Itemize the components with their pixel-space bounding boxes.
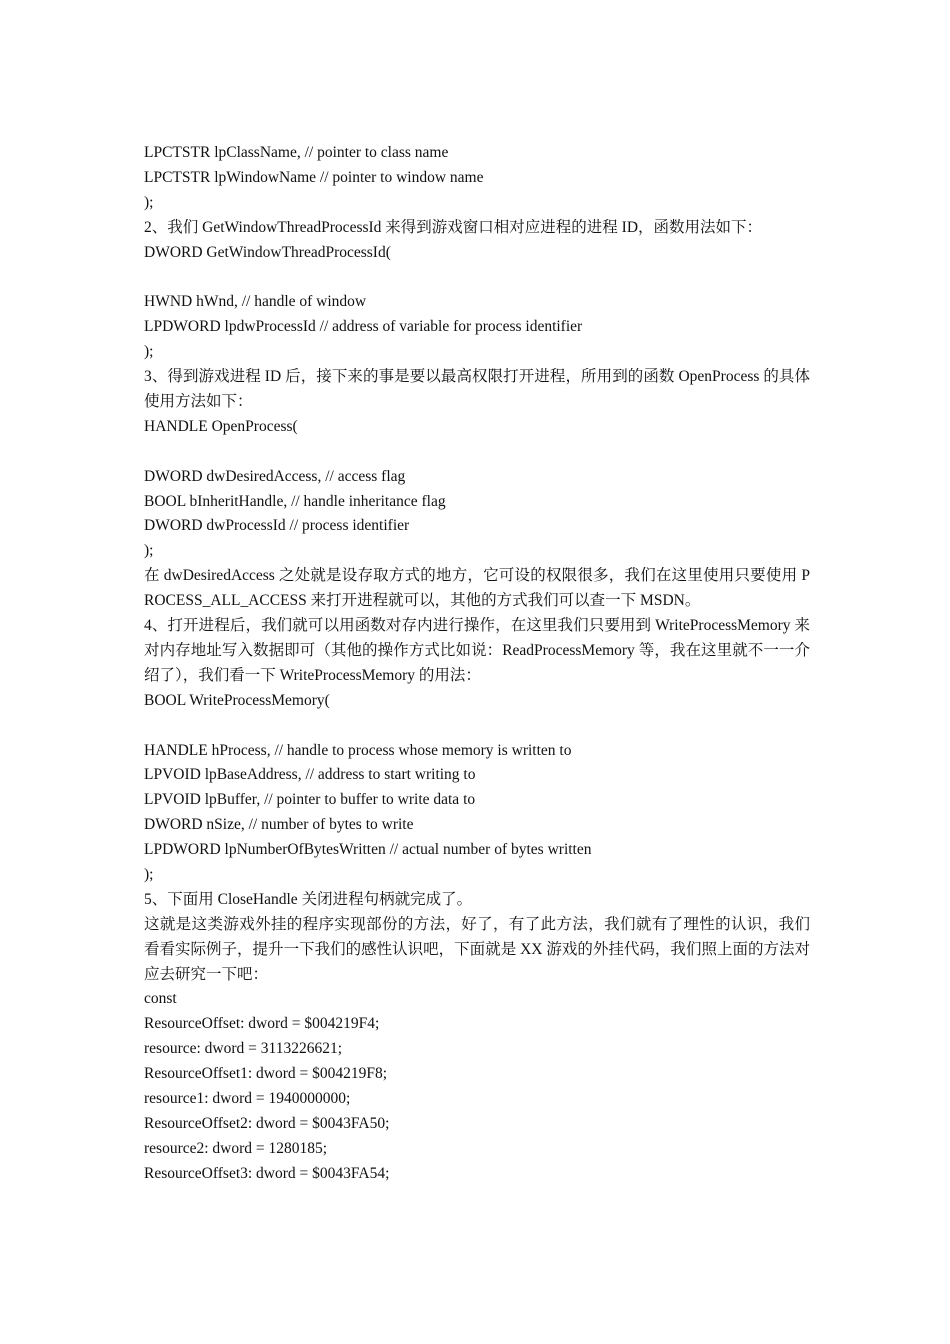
code-line: DWORD nSize, // number of bytes to write [144,816,414,834]
document-body [144,141,810,1187]
code-line: LPDWORD lpdwProcessId // address of variable for process identifier [144,318,583,336]
code-line: BOOL bInheritHandle, // handle inheritance flag [144,492,446,510]
code-line: ); [144,542,154,560]
code-line: LPVOID lpBuffer, // pointer to buffer to write data to [144,791,476,809]
code-line: DWORD GetWindowThreadProcessId( [144,243,391,261]
code-line: ); [144,343,154,361]
text-paragraph: 这就是这类游戏外挂的程序实现部份的方法，好了，有了此方法，我们就有了理性的认识，我们看看实际例子，提升一下我们的感性认识吧，下面就是 XX 游戏的外挂代码，我们照上面的方法对应去研究一下吧： [144,915,810,983]
code-line: ); [144,193,154,211]
code-line: resource2: dword = 1280185; [144,1139,328,1157]
blank-line [144,440,810,465]
code-line: LPVOID lpBaseAddress, // address to start writing to [144,766,476,784]
code-line: LPDWORD lpNumberOfBytesWritten // actual number of bytes written [144,841,592,859]
code-line: ResourceOffset3: dword = $0043FA54; [144,1164,390,1182]
code-line: LPCTSTR lpWindowName // pointer to window name [144,168,484,186]
code-line: HANDLE hProcess, // handle to process whose memory is written to [144,741,572,759]
code-line: HANDLE OpenProcess( [144,417,298,435]
text-paragraph: 4、打开进程后，我们就可以用函数对存内进行操作，在这里我们只要用到 WriteProcessMemory 来对内存地址写入数据即可（其他的操作方式比如说：ReadProcessMemory 等，我在这里就不一一介绍了），我们看一下 WriteProcessMemory 的用法： [144,617,810,684]
code-line: LPCTSTR lpClassName, // pointer to class name [144,144,449,161]
code-line: ResourceOffset2: dword = $0043FA50; [144,1114,390,1132]
code-line: DWORD dwProcessId // process identifier [144,517,410,535]
code-line: ); [144,865,154,883]
code-line: const [144,990,177,1008]
code-line: DWORD dwDesiredAccess, // access flag [144,467,406,485]
text-paragraph: 3、得到游戏进程 ID 后，接下来的事是要以最高权限打开进程，所用到的函数 OpenProcess 的具体使用方法如下： [144,368,810,410]
blank-line [144,265,810,290]
code-line: ResourceOffset1: dword = $004219F8; [144,1065,388,1083]
code-line: ResourceOffset: dword = $004219F4; [144,1015,380,1033]
code-line: resource1: dword = 1940000000; [144,1090,351,1108]
blank-line [144,714,810,739]
code-line: HWND hWnd, // handle of window [144,293,367,311]
code-line: resource: dword = 3113226621; [144,1040,343,1058]
text-paragraph: 5、下面用 CloseHandle 关闭进程句柄就完成了。 [144,890,473,908]
code-line: BOOL WriteProcessMemory( [144,691,330,709]
text-paragraph: 2、我们 GetWindowThreadProcessId 来得到游戏窗口相对应进程的进程 ID，函数用法如下： [144,218,763,236]
text-paragraph: 在 dwDesiredAccess 之处就是设存取方式的地方，它可设的权限很多，我们在这里使用只要使用 PROCESS_ALL_ACCESS 来打开进程就可以，其他的方式我们可以查一下 MSDN。 [144,567,810,610]
